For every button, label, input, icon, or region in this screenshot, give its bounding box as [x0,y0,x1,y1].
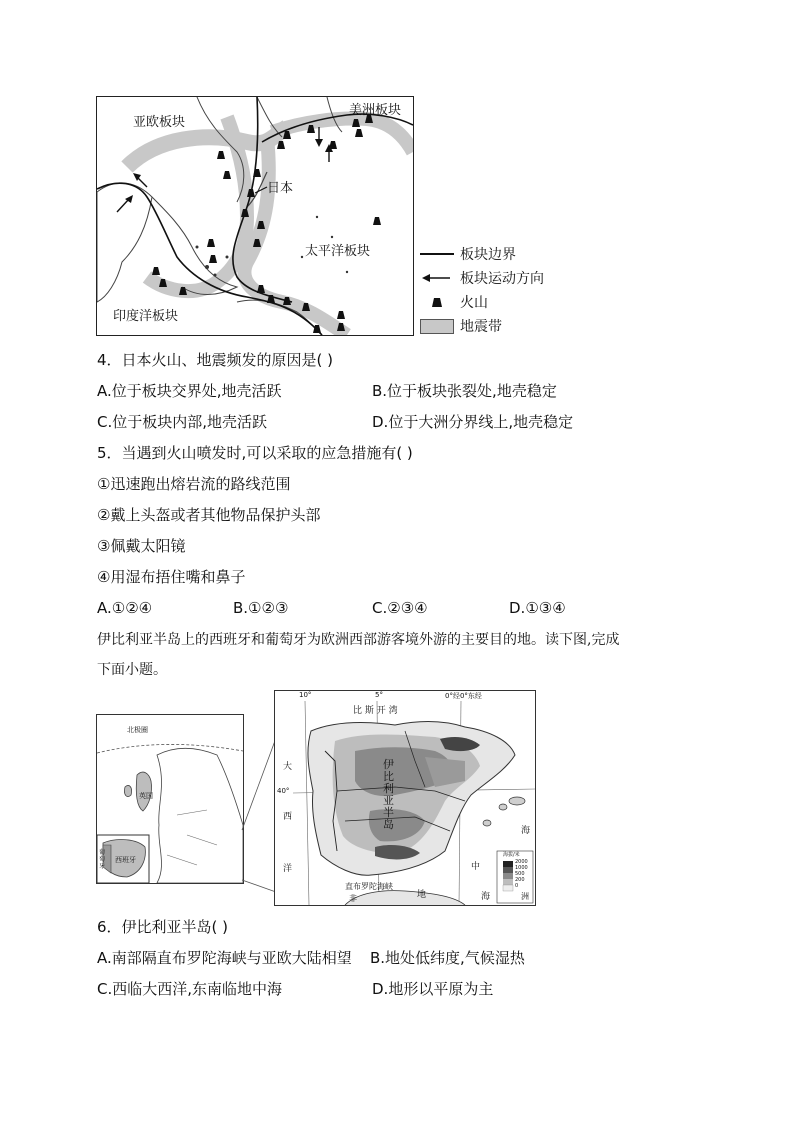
label-lon-10w: 10° [299,691,312,699]
q5-option-b[interactable]: B.①②③ [233,599,289,617]
q5-item-1: ①迅速跑出熔岩流的路线范围 [97,475,291,493]
legend-earthquake-belt [420,316,502,336]
plate-map-graphic [97,97,413,335]
volcano-icon [420,296,454,308]
q5-item-4: ④用湿布捂住嘴和鼻子 [97,568,246,586]
iberia-map-graphic [275,691,535,905]
iberia-map [274,690,536,906]
q5-item-3: ③佩戴太阳镜 [97,537,186,555]
q4-option-b[interactable]: B.位于板块张裂处,地壳稳定 [372,382,557,400]
label-spain: 西班牙 [115,856,136,864]
label-mediterranean-1: 中 [471,862,481,872]
label-pacific-plate: 太平洋板块 [305,244,371,259]
label-gibraltar: 直布罗陀海峡 [345,882,393,891]
label-iberian-peninsula: 伊比利亚半岛 [383,758,394,831]
legend-elevation-0: 0 [515,883,519,889]
q4-option-d[interactable]: D.位于大洲分界线上,地壳稳定 [372,413,574,431]
q6-option-a[interactable]: A.南部隔直布罗陀海峡与亚欧大陆相望 [97,949,352,967]
label-american-plate: 美洲板块 [349,103,402,118]
legend-movement-label: 板块运动方向 [460,271,544,287]
label-continent: 洲 [521,892,529,901]
intro-line-1: 伊比利亚半岛上的西班牙和葡萄牙为欧洲西部游客境外游的主要目的地。读下图,完成 [97,632,620,648]
label-arctic-circle: 北极圈 [127,726,148,734]
label-lon-0: 0°经0°东经 [445,692,482,700]
q5-option-c[interactable]: C.②③④ [372,599,428,617]
legend-plate-boundary [420,244,516,264]
label-portugal: 葡萄牙 [99,849,106,870]
q6-option-b[interactable]: B.地处低纬度,气候湿热 [370,949,525,967]
legend-volcano [420,292,488,312]
label-uk: 英国 [139,792,153,800]
arrow-left-icon [420,272,454,284]
label-indian-plate: 印度洋板块 [113,309,179,324]
legend-elevation-200: 200 [515,877,525,883]
legend-elevation-2000: 2000 [515,859,528,865]
legend-movement [420,268,544,288]
label-mediterranean-2: 地 [417,890,427,900]
label-atlantic-2: 西 [283,812,293,822]
legend-elevation-title: 海拔/米 [503,852,520,858]
label-atlantic-1: 大 [283,762,293,772]
q5-stem: 5．当遇到火山喷发时,可以采取的应急措施有( ) [97,444,413,462]
q5-option-a[interactable]: A.①②④ [97,599,153,617]
q6-stem: 6．伊比利亚半岛( ) [97,918,229,936]
intro-line-2: 下面小题。 [97,662,167,678]
legend-elevation-1000: 1000 [515,865,528,871]
label-mediterranean-3: 海 [481,892,491,902]
q6-option-c[interactable]: C.西临大西洋,东南临地中海 [97,980,283,998]
legend-volcano-label: 火山 [460,295,488,311]
q5-option-d[interactable]: D.①③④ [509,599,566,617]
q4-stem: 4．日本火山、地震频发的原因是( ) [97,351,334,369]
legend-earthquake-belt-label: 地震带 [460,319,502,335]
legend-elevation-500: 500 [515,871,525,877]
plate-map [96,96,414,336]
label-atlantic-3: 洋 [283,864,293,874]
label-lon-5w: 5° [375,691,383,699]
label-eurasia-plate: 亚欧板块 [133,115,186,130]
label-sea: 海 [521,826,531,836]
q4-option-c[interactable]: C.位于板块内部,地壳活跃 [97,413,268,431]
europe-locator-map [96,714,244,884]
q5-item-2: ②戴上头盔或者其他物品保护头部 [97,506,321,524]
label-bay-of-biscay: 比 斯 开 湾 [353,706,398,716]
legend-plate-boundary-label: 板块边界 [460,247,516,263]
label-lat-40: 40° [277,787,290,795]
label-africa: 非 [349,894,357,903]
q4-option-a[interactable]: A.位于板块交界处,地壳活跃 [97,382,282,400]
label-japan: 日本 [267,181,294,196]
q6-option-d[interactable]: D.地形以平原为主 [372,980,494,998]
